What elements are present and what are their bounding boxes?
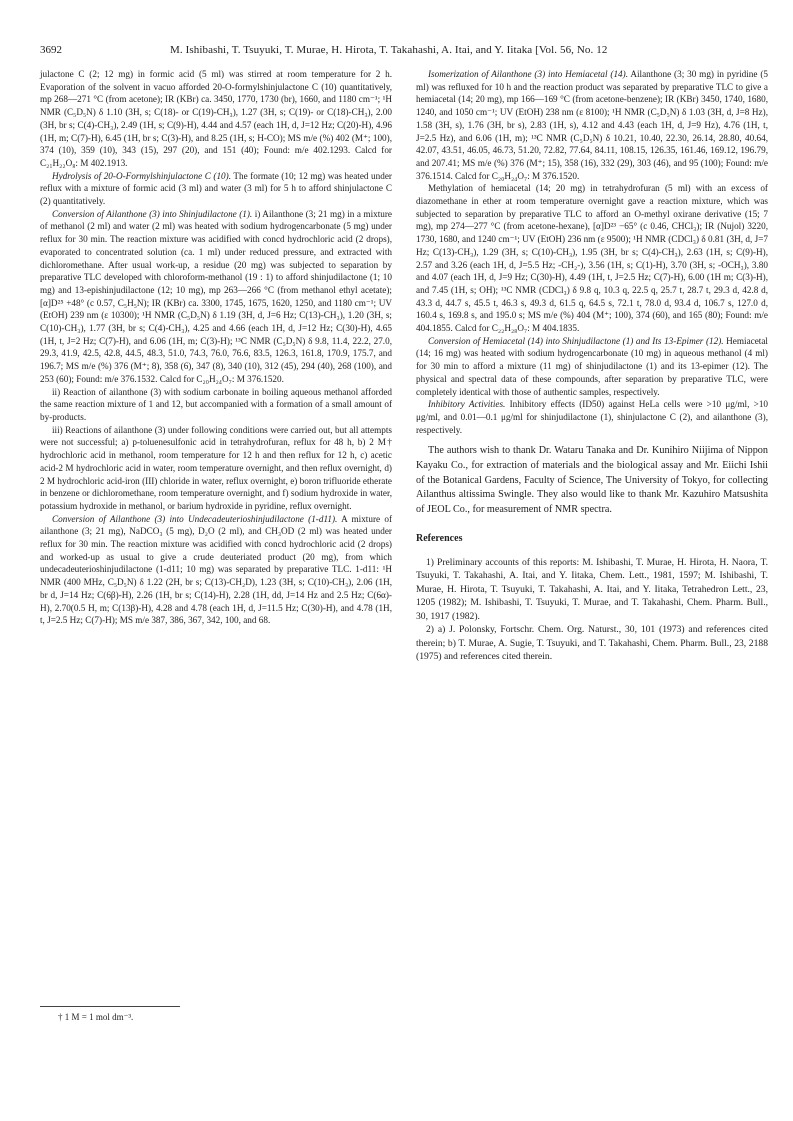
paragraph-hydrolysis: [40, 170, 392, 208]
running-head: M. Ishibashi, T. Tsuyuki, T. Murae, H. Hirota, T. Takahashi, A. Itai, and Y. Iitaka [Vol. 56, No. 12: [170, 44, 608, 56]
paragraph-methylation: [416, 182, 768, 334]
section-heading: Conversion of Ailanthone (3) into Shinjudilactone (1).: [52, 208, 253, 219]
footnote-divider: [40, 1006, 180, 1007]
page-number: 3692: [40, 44, 62, 56]
paragraph-text: i) Ailanthone (3; 21 mg) in a mixture of methanol (2 ml) and water (2 ml) was heated with sodium hydrogencarbonate (5 mg) under reflux for 30 min. The reaction mixture was acidified with concd hydrochloric acid (2 drops), evaporated to concentrated solution (ca. 1 ml) under reduced pressure, and extracted with dichloromethane. After usual work-up, a residue (20 mg) was subjected to separation by preparative TLC developed with chloroform-methanol (19 : 1) to afford shinjudilactone (1; 10 mg) and 13-epishinjudilactone (12; 10 mg), mp 263—266 °C (from methanol ethyl acetate); [α]D²⁵ +48° (c 0.57, C₅H₅N); IR (KBr) ca. 3300, 1745, 1675, 1620, 1250, and 1180 cm⁻¹; UV (EtOH) 239 nm (ε 10300); ¹H NMR (C₅D₅N) δ 1.19 (3H, d, J=6 Hz; C(13)-CH₃), 1.20 (3H, s; C(10)-CH₃), 1.77 (3H, br s; C(4)-CH₃), 4.25 and 4.66 (each 1H, d, J=12 Hz; C(30)-H), 4.65 (1H, t, J=2 Hz; C(7)-H), and 6.06 (1H, m; C(3)-H); ¹³C NMR (C₅D₅N) δ 9.8, 11.4, 22.2, 27.0, 29.3, 41.9, 42.5, 42.8, 44.5, 48.3, 51.0, 74.3, 76.0, 76.6, 83.5, 126.3, 161.8, 170.9, 175.7, and 196.7; MS m/e (%) 376 (M⁺; 8), 358 (6), 347 (8), 340 (10), 312 (45), 294 (40), 268 (100), and 253 (60); Found: m/e 376.1532. Calcd for C₂₀H₂₄O₇: M 376.1520.: [40, 208, 393, 384]
right-column: [416, 68, 768, 663]
section-heading: Hydrolysis of 20-O-Formylshinjulactone C (10).: [52, 170, 231, 181]
paragraph-inhibitory: [416, 398, 768, 436]
paragraph-text: Methylation of hemiacetal (14; 20 mg) in tetrahydrofuran (5 ml) with an excess of diazomethane in ether at room temperature overnight gave a reaction mixture, which was subjected to separation by preparative TLC to afford an O-methyl oxirane derivative (15; 7 mg), mp 274—277 °C (from acetone-hexane), [α]D²³ −65° (c 0.46, CHCl₃); IR (Nujol) 3220, 1730, 1680, and 1240 cm⁻¹; UV (EtOH) 236 nm (ε 9500); ¹H NMR (CDCl₃) δ 0.81 (3H, d, J=7 Hz; C(13)-CH₃), 1.29 (3H, s; C(10)-CH₃), 1.95 (3H, br s; C(4)-CH₃), 2.63 (1H, s; C(9)-H), 2.57 and 3.26 (each 1H, d, J=5.5 Hz; -CH₂-), 3.56 (1H, s; C(1)-H), 3.70 (3H, s; -OCH₃), 3.80 and 4.07 (each 1H, d, J=9 Hz; C(30)-H), 4.49 (1H, t, J=2.5 Hz; C(7)-H), 6.00 (1H m; C(3)-H), and 7.45 (1H, s; OH); ¹³C NMR (CDCl₃) δ 9.8 q, 10.3 q, 22.5 q, 25.7 t, 28.7 t, 29.3 d, 42.8 d, 43.3 d, 44.7 s, 45.5 t, 46.3 s, 49.3 d, 61.5 q, 64.5 s, 72.1 t, 78.0 d, 93.4 d, 106.7 s, 127.0 d, 160.4 s, 169.8 s, and 195.0 s; MS m/e (%) 404 (M⁺; 100), 374 (60), and 165 (80); Found: m/e 404.1855. Calcd for C₂₂H₂₈O₇: M 404.1835.: [416, 183, 768, 334]
footnote: † 1 M = 1 mol dm⁻³.: [58, 1012, 134, 1022]
paragraph-text: Inhibitory effects (ID50) against HeLa cells were >10 μg/ml, >10 μg/ml, and 0.01—0.1 μg/ml for shinjudilactone (1), shinjulactone C (2), and ailanthone (3), respectively.: [416, 399, 769, 435]
paragraph-text: ii) Reaction of ailanthone (3) with sodium carbonate in boiling aqueous methanol afforded the same reaction mixture of 1 and 12, but accompanied with a formation of a small amount of by-products.: [40, 386, 392, 422]
section-heading: Conversion of Hemiacetal (14) into Shinjudilactone (1) and Its 13-Epimer (12).: [428, 335, 724, 346]
paragraph-reaction-iii: [40, 424, 392, 513]
reference-item: 2) a) J. Polonsky, Fortschr. Chem. Org. Naturst., 30, 101 (1973) and references cited therein; b) T. Murae, A. Sugie, T. Tsuyuki, and T. Takahashi, Chem. Pharm. Bull., 23, 2188 (1975) and references cited therein.: [416, 624, 768, 662]
paragraph-continued: [40, 68, 392, 170]
paragraph-deuteration: [40, 513, 392, 627]
paragraph-isomerization: [416, 68, 768, 182]
paragraph-text: A mixture of ailanthone (3; 21 mg), NaDCO₃ (5 mg), D₂O (2 ml), and CH₃OD (2 ml) was heated under reflux for 30 min. The reaction mixture was acidified with concd hydrochloric acid (2 drops) and worked-up as usual to give a crude deuteriated product (20 mg), from which undecadeuterioshinjudilactone (1-d11; 10 mg) was separated by preparative TLC. 1-d11: ¹H NMR (400 MHz, C₅D₅N) δ 1.22 (2H, br s; C(13)-CH₂D), 1.23 (3H, s; C(10)-CH₃), 2.06 (1H, br d, J=14 Hz; C(6β)-H), 2.26 (1H, br s; C(14)-H), 2.28 (1H, dd, J=14 Hz and 2.5 Hz; C(6α)-H), 2.70(0.5 H, m; C(13β)-H), 4.28 and 4.78 (each 1H, d, J=11.5 Hz; C(30)-H), and 4.78 (1H, t, J=2.5 Hz; C(7)-H); MS m/e 387, 386, 367, 342, 100, and 68.: [40, 513, 393, 626]
section-heading: Isomerization of Ailanthone (3) into Hemiacetal (14).: [428, 69, 628, 79]
acknowledgment: The authors wish to thank Dr. Wataru Tanaka and Dr. Kunihiro Niijima of Nippon Kayaku Co., for extraction of materials and the biological assay and Mr. Eiichi Ishii of the Botanical Gardens, Faculty of Science, The University of Tokyo, for collecting Ailanthus altissima Swingle. They also would like to thank Mr. Kazuhiro Matsushita of JEOL Co., for measurement of NMR spectra.: [416, 445, 768, 515]
paragraph-text: Ailanthone (3; 30 mg) in pyridine (5 ml) was refluxed for 10 h and the reaction product was separated by preparative TLC to give a hemiacetal (14; 20 mg), mp 166—169 °C (from acetone-benzene); IR (KBr) 3450, 1740, 1680, 1240, and 1050 cm⁻¹; UV (EtOH) 238 nm (ε 8100); ¹H NMR (C₅D₅N) δ 1.03 (3H, d, J=8 Hz), 1.58 (3H, s), 1.76 (3H, br s), 2.83 (1H, s), 4.12 and 4.43 (each 1H, d, J=9 Hz), 4.76 (1H, t, J=2.5 Hz), and 6.06 (1H, m); ¹³C NMR (C₅D₅N) δ 10.21, 10.40, 22.30, 26.14, 28.80, 40.64, 42.07, 43.51, 46.05, 46.73, 51.20, 72.82, 77.64, 84.11, 108.15, 126.35, 161.46, 169.12, 196.79, and 207.41; MS m/e (%) 376 (M⁺; 15), 358 (16), 332 (29), 303 (46), and 95 (100); Found: m/e 376.1514. Calcd for C₂₀H₂₄O₇: M 376.1520.: [416, 69, 768, 181]
paragraph-text: Hemiacetal (14; 16 mg) was heated with sodium hydrogencarbonate (10 mg) in aqueous methanol (4 ml) for 30 min to afford a mixture (11 mg) of shinjudilactone (1) and its 13-epimer (12). The physical and spectral data of these compounds, after separation by preparative TLC, were completely identical with those of authentic samples, respectively.: [416, 335, 768, 397]
reference-item: 1) Preliminary accounts of this reports: M. Ishibashi, T. Murae, H. Hirota, H. Naora, T. Tsuyuki, T. Takahashi, A. Itai, and Y. Iitaka, Chem. Lett., 1981, 1597; M. Ishibashi, T. Murae, H. Hirota, T. Tsuyuki, T. Takahashi, A. Itai, and Y. Iitaka, Tetrahedron Lett., 23, 1205 (1982); M. Ishibashi, T. Tsuyuki, T. Murae, and T. Takahashi, Chem. Pharm. Bull., 30, 1917 (1982).: [416, 557, 768, 622]
section-heading: Inhibitory Activities.: [428, 399, 506, 410]
paragraph-text: The formate (10; 12 mg) was heated under reflux with a mixture of formic acid (3 ml) and water (3 ml) for 5 h to afford shinjulactone C (2) quantitatively.: [40, 170, 392, 207]
paragraph-text: iii) Reactions of ailanthone (3) under following conditions were carried out, but all attempts were not successful; a) p-toluenesulfonic acid in tetrahydrofuran, reflux for 48 h, b) 2 M† hydrochloric acid in methanol, room temperature for 12 h and then reflux for 12 h, c) acetic acid-2 M hydrochloric acid in water, room temperature overnight, and then reflux overnight, d) 2 M hydrochloric acid-iron (III) chloride in water, reflux overnight, e) boron trifluoride etherate in benzene or dichloromethane, room temperature overnight, and f) sodium hydroxide in water, potassium hydroxide in methanol, or barium hydroxide in pyridine, reflux overnight.: [40, 424, 392, 511]
left-column: [40, 68, 392, 627]
paragraph-text: julactone C (2; 12 mg) in formic acid (5 ml) was stirred at room temperature for 2 h. Evaporation of the solvent in vacuo afforded 20-O-formylshinjulactone C (10) quantitatively, mp 268—271 °C (from acetone); IR (KBr) ca. 3450, 1770, 1730 (br), 1660, and 1180 cm⁻¹; ¹H NMR (C₅D₅N) δ 1.10 (3H, s; C(18)- or C(19)-CH₃), 1.27 (3H, s; C(19)- or C(18)-CH₃), 2.00 (3H, br s; C(4)-CH₃), 2.49 (1H, s; C(9)-H), 4.44 and 4.57 (each 1H, d, J=12 Hz; C(20)-H), 4.96 (1H, m; C(7)-H), 6.45 (1H, br s; C(3)-H), and 8.25 (1H, s; H-CO); MS m/e (%) 402 (M⁺; 100), 374 (10), 359 (10), 343 (15), 297 (20), and 151 (40); Found: m/e 402.1293. Calcd for C₂₁H₂₂O₈: M 402.1913.: [40, 69, 392, 168]
references-heading: References: [416, 533, 463, 545]
section-heading: Conversion of Ailanthone (3) into Undecadeuterioshinjudilactone (1-d11).: [52, 513, 338, 524]
paragraph-hemiacetal-conversion: [416, 335, 768, 399]
paragraph-reaction-ii: [40, 386, 392, 424]
paragraph-conversion-ailanthone: [40, 208, 392, 386]
references-list: [416, 556, 768, 663]
